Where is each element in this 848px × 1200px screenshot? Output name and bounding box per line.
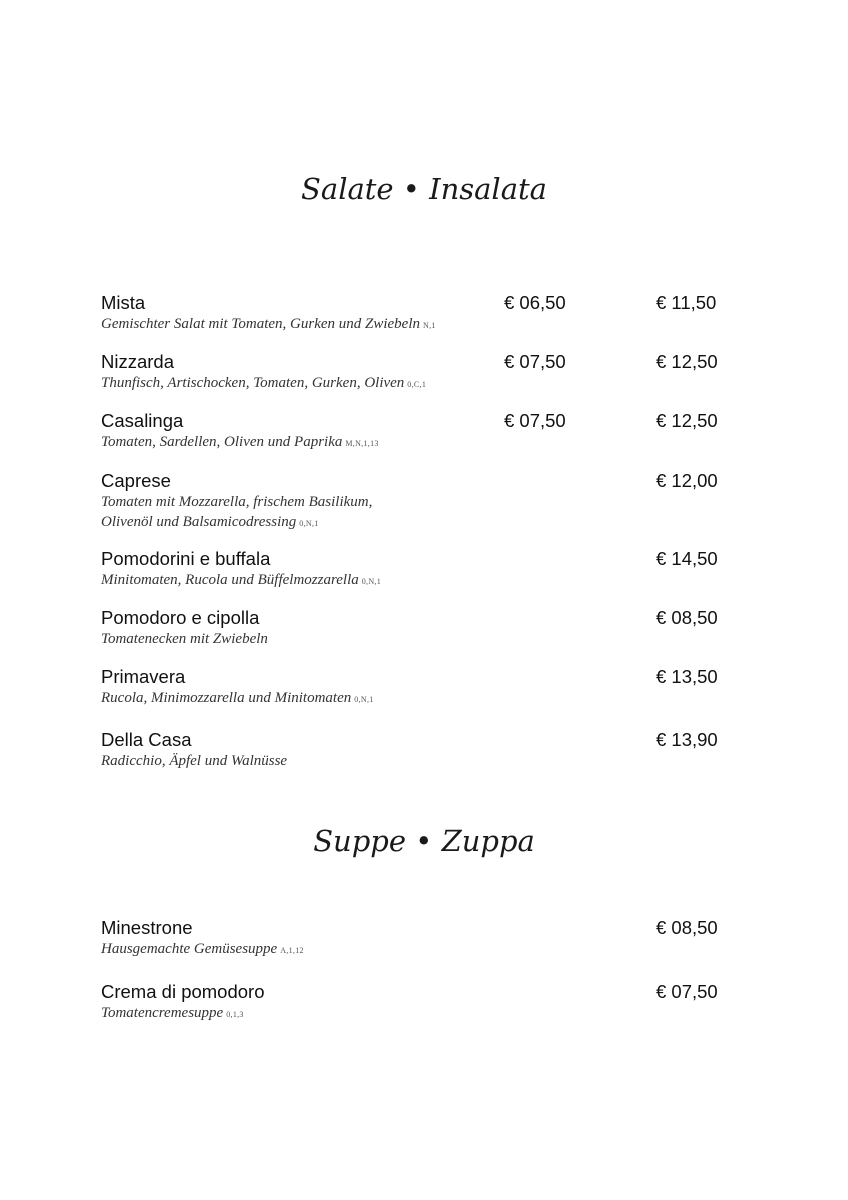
item-description (101, 570, 491, 592)
price-large: € 12,50 (656, 351, 718, 372)
item-name: Casalinga (101, 410, 184, 431)
menu-item-pomodoro-e-cipolla (101, 607, 741, 649)
item-description-text: Gemischter Salat mit Tomaten, Gurken und Zwiebeln (101, 316, 421, 332)
menu-item-pomodorini-e-buffala (101, 548, 741, 592)
allergen-codes: 0,N,1 (299, 519, 319, 528)
price-small: € 06,50 (504, 292, 566, 313)
item-description (101, 1003, 491, 1025)
allergen-codes: N,1 (423, 321, 436, 330)
price-large: € 07,50 (656, 981, 718, 1002)
item-description (101, 432, 491, 454)
menu-item-caprese (101, 470, 741, 534)
menu-item-casalinga (101, 410, 741, 454)
menu-item-della-casa (101, 729, 741, 771)
item-description-text: Rucola, Minimozzarella und Minitomaten (101, 690, 352, 706)
allergen-codes: 0,1,3 (226, 1010, 244, 1019)
item-description (101, 314, 491, 336)
item-description: Tomatenecken mit Zwiebeln (101, 631, 268, 647)
item-name: Crema di pomodoro (101, 981, 265, 1002)
item-name: Minestrone (101, 917, 193, 938)
menu-item-minestrone (101, 917, 741, 961)
item-description-text: Tomatencremesuppe (101, 1005, 224, 1021)
price-small: € 07,50 (504, 410, 566, 431)
price-large: € 14,50 (656, 548, 718, 569)
price-large: € 13,90 (656, 729, 718, 750)
price-large: € 08,50 (656, 607, 718, 628)
item-description (101, 373, 491, 395)
item-name: Pomodoro e cipolla (101, 607, 260, 628)
menu-item-primavera (101, 666, 741, 710)
item-description-line-1: Tomaten mit Mozzarella, frischem Basilikum, (101, 494, 373, 510)
item-name: Primavera (101, 666, 186, 687)
section-title-salads: Salate • Insalata (301, 172, 547, 206)
allergen-codes: 0,C,1 (407, 380, 427, 389)
item-description: Radicchio, Äpfel und Walnüsse (101, 753, 288, 769)
item-description (101, 688, 491, 710)
menu-item-crema-di-pomodoro (101, 981, 741, 1025)
menu-item-mista (101, 292, 741, 336)
item-description-text: Hausgemachte Gemüsesuppe (101, 941, 278, 957)
section-title-soups: Suppe • Zuppa (313, 824, 535, 858)
menu-item-nizzarda (101, 351, 741, 395)
allergen-codes: M,N,1,13 (345, 439, 379, 448)
price-small: € 07,50 (504, 351, 566, 372)
item-description (101, 512, 491, 534)
item-description-line-2: Olivenöl und Balsamicodressing (101, 514, 297, 530)
item-name: Nizzarda (101, 351, 174, 372)
item-description-text: Minitomaten, Rucola und Büffelmozzarella (101, 572, 359, 588)
price-large: € 13,50 (656, 666, 718, 687)
item-description-text: Thunfisch, Artischocken, Tomaten, Gurken, Oliven (101, 375, 405, 391)
item-name: Caprese (101, 470, 171, 491)
allergen-codes: 0,N,1 (354, 695, 374, 704)
price-large: € 12,00 (656, 470, 718, 491)
item-description (101, 939, 491, 961)
item-description-text: Tomaten, Sardellen, Oliven und Paprika (101, 434, 343, 450)
item-name: Mista (101, 292, 146, 313)
allergen-codes: 0,N,1 (361, 577, 382, 586)
allergen-codes: A,1,12 (280, 946, 304, 955)
item-name: Della Casa (101, 729, 192, 750)
price-large: € 08,50 (656, 917, 718, 938)
price-large: € 11,50 (656, 292, 717, 313)
item-name: Pomodorini e buffala (101, 548, 271, 569)
price-large: € 12,50 (656, 410, 718, 431)
